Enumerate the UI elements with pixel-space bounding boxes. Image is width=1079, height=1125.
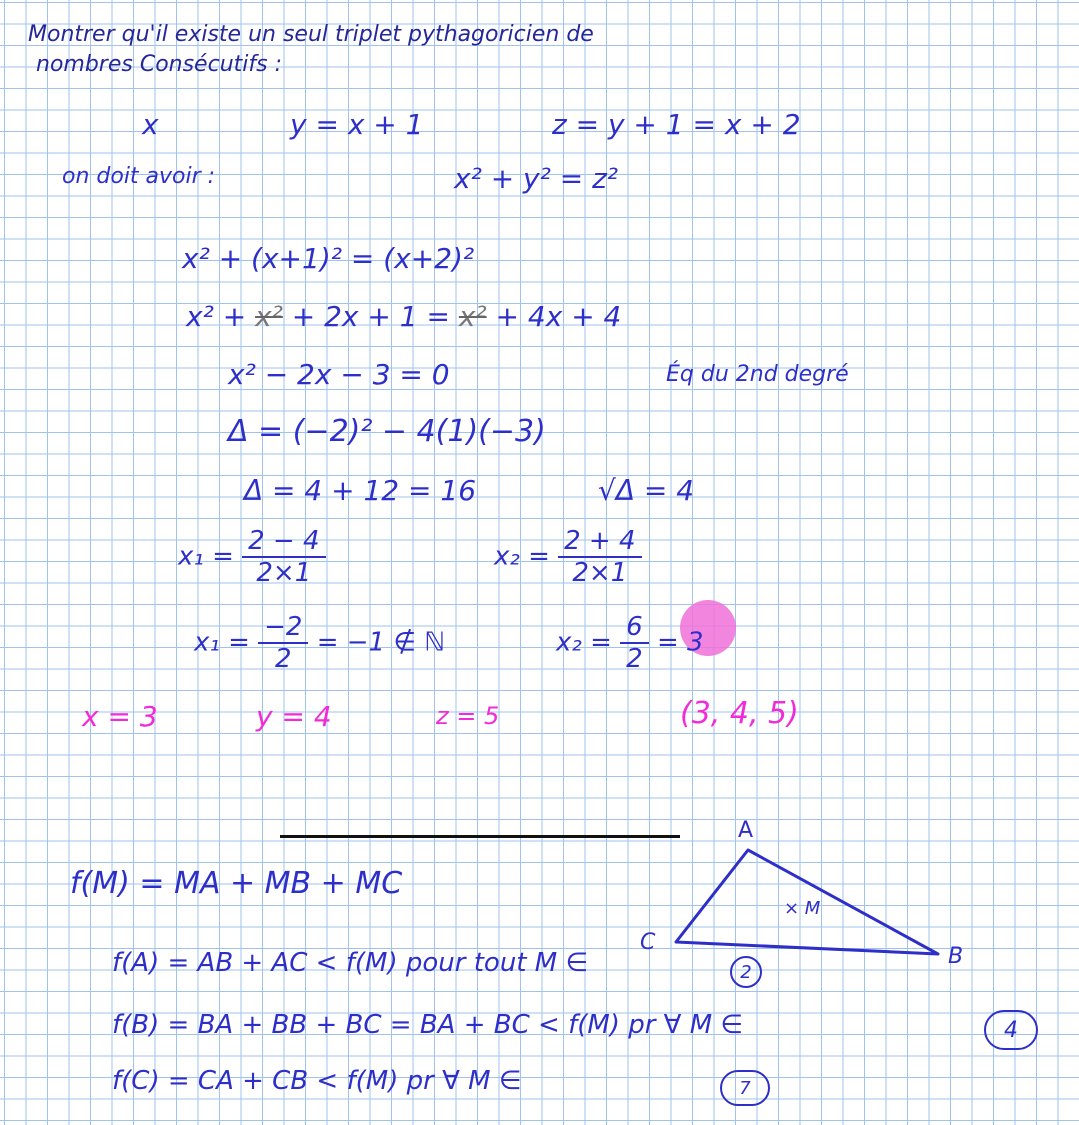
f-of-b-line: f(B) = BA + BB + BC = BA + BC < f(M) pr ∀ M ∈ bbox=[112, 1010, 744, 1040]
result-z: z = 5 bbox=[436, 702, 500, 730]
circled-number-7: 7 bbox=[720, 1070, 770, 1106]
root-x1-result: x₁ = $\frac{-2}{2}$ = −1 ∉ ℕ bbox=[194, 612, 446, 674]
step-2-equation: x² + x² + 2x + 1 = x² + 4x + 4 bbox=[186, 300, 622, 333]
point-m-label: × M bbox=[784, 898, 821, 919]
cancelled-term-2: x² bbox=[458, 300, 487, 333]
condition-equation: x² + y² = z² bbox=[454, 162, 619, 195]
step-3-equation: x² − 2x − 3 = 0 bbox=[228, 358, 450, 391]
root-x2-formula: x₂ = $\frac{2 + 4}{2\times 1}$ bbox=[494, 526, 642, 588]
result-triplet: (3, 4, 5) bbox=[680, 696, 799, 731]
delta-value: Δ = 4 + 12 = 16 bbox=[244, 474, 477, 507]
result-y: y = 4 bbox=[256, 700, 332, 733]
delta-formula: Δ = (−2)² − 4(1)(−3) bbox=[228, 414, 546, 449]
f-of-c-line: f(C) = CA + CB < f(M) pr ∀ M ∈ bbox=[112, 1066, 522, 1096]
statement-line-2: nombres Consécutifs : bbox=[36, 52, 282, 77]
result-x: x = 3 bbox=[82, 700, 158, 733]
sqrt-delta: √Δ = 4 bbox=[598, 474, 695, 507]
vertex-a-label: A bbox=[738, 818, 754, 843]
condition-label: on doit avoir : bbox=[62, 164, 216, 189]
variable-y: y = x + 1 bbox=[290, 108, 424, 141]
variable-z: z = y + 1 = x + 2 bbox=[552, 108, 801, 141]
root-x2-result: x₂ = $\frac{6}{2}$ = 3 bbox=[556, 612, 704, 674]
separator-line bbox=[280, 835, 680, 838]
variable-x: x bbox=[142, 108, 159, 141]
f-of-a-line: f(A) = AB + AC < f(M) pour tout M ∈ bbox=[112, 948, 589, 978]
step-1-equation: x² + (x+1)² = (x+2)² bbox=[182, 242, 475, 275]
vertex-b-label: B bbox=[948, 944, 964, 969]
degree-note: Éq du 2nd degré bbox=[666, 362, 849, 387]
function-definition: f(M) = MA + MB + MC bbox=[70, 866, 403, 901]
cancelled-term: x² bbox=[255, 300, 283, 333]
vertex-c-label: C bbox=[640, 930, 656, 955]
statement-line-1: Montrer qu'il existe un seul triplet pythagoricien de bbox=[28, 22, 594, 47]
circled-number-4: 4 bbox=[984, 1010, 1038, 1050]
circled-number-2: 2 bbox=[730, 956, 762, 988]
root-x1-formula: x₁ = $\frac{2 - 4}{2\times 1}$ bbox=[178, 526, 326, 588]
